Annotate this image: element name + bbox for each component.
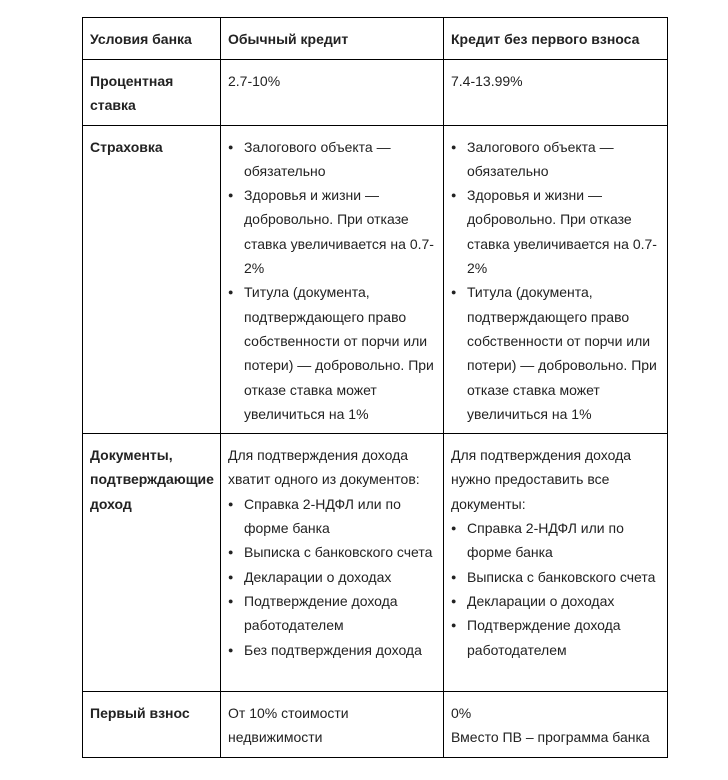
list-item: ● Без подтверждения дохода: [228, 638, 436, 662]
cell-down-payment-regular: От 10% стоимости недвижимости: [221, 692, 444, 758]
cell-insurance-regular: [221, 125, 444, 434]
list-item: ● Здоровья и жизни — добровольно. При отказе ставка увеличивается на 0.7-2%: [451, 183, 660, 280]
list-item: ● Выписка с банковского счета: [451, 565, 660, 589]
list-item: ● Справка 2-НДФЛ или по форме банка: [451, 516, 660, 565]
cell-rate-regular: 2.7-10%: [221, 60, 444, 126]
list-item: ● Выписка с банковского счета: [228, 540, 436, 564]
list-item: ● Залогового объекта — обязательно: [451, 135, 660, 184]
table-row-documents: [83, 434, 668, 692]
list-item: ● Декларации о доходах: [228, 565, 436, 589]
documents-intro-regular: Для подтверждения дохода хватит одного из документов:: [228, 447, 420, 488]
row-label-rate: Процентная ставка: [83, 60, 221, 126]
header-cell-conditions: Условия банка: [83, 18, 221, 60]
cell-insurance-no-down: [444, 125, 668, 434]
table-row-down-payment: [83, 692, 668, 758]
documents-intro-no-down: Для подтверждения дохода нужно предоставить все документы:: [451, 447, 632, 512]
table-row-insurance: [83, 125, 668, 434]
list-item: ● Декларации о доходах: [451, 589, 660, 613]
down-payment-value: 0%: [451, 705, 472, 722]
row-label-insurance: Страховка: [83, 125, 221, 434]
row-label-down-payment: Первый взнос: [83, 692, 221, 758]
cell-down-payment-no-down: [444, 692, 668, 758]
cell-rate-no-down: 7.4-13.99%: [444, 60, 668, 126]
table-header-row: [83, 18, 668, 60]
header-cell-regular-credit: Обычный кредит: [221, 18, 444, 60]
documents-list-no-down: [451, 516, 660, 662]
list-item: ● Титула (документа, подтверждающего право собственности от порчи или потери) — добровольно. При отказе ставка может увеличиться на 1%: [451, 280, 660, 426]
cell-documents-no-down: [444, 434, 668, 692]
list-item: ● Справка 2-НДФЛ или по форме банка: [228, 492, 436, 541]
insurance-list-no-down: [451, 135, 660, 427]
down-payment-note: Вместо ПВ – программа банка: [451, 729, 650, 746]
cell-documents-regular: [221, 434, 444, 692]
comparison-table: [82, 17, 668, 758]
list-item: ● Залогового объекта — обязательно: [228, 135, 436, 184]
header-cell-no-down-credit: Кредит без первого взноса: [444, 18, 668, 60]
list-item: ● Здоровья и жизни — добровольно. При отказе ставка увеличивается на 0.7-2%: [228, 183, 436, 280]
table-row-rate: [83, 60, 668, 126]
list-item: ● Подтверждение дохода работодателем: [451, 613, 660, 662]
list-item: ● Титула (документа, подтверждающего право собственности от порчи или потери) — добровольно. При отказе ставка может увеличиться на 1%: [228, 280, 436, 426]
list-item: ● Подтверждение дохода работодателем: [228, 589, 436, 638]
documents-list-regular: [228, 492, 436, 662]
row-label-documents: Документы, подтверждающие доход: [83, 434, 221, 692]
insurance-list-regular: [228, 135, 436, 427]
